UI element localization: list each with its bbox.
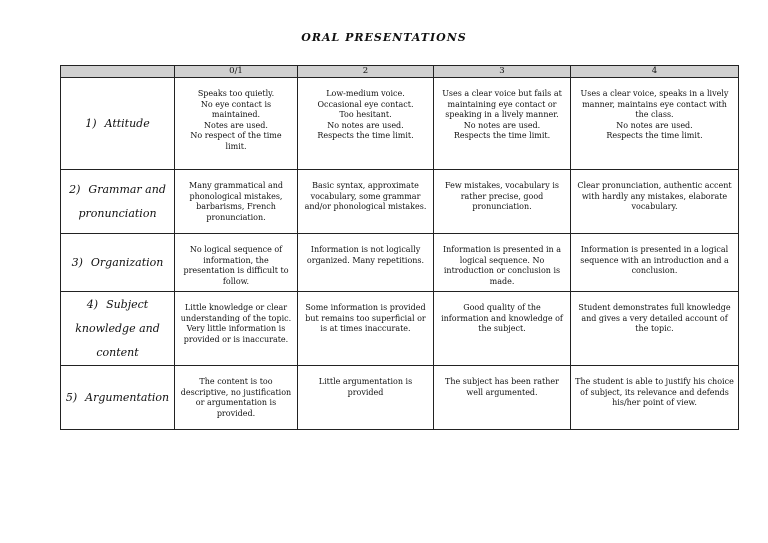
descriptor-text: Information is presented in a — [442, 245, 562, 254]
descriptor-text: maintaining eye contact or — [447, 99, 557, 109]
descriptor-text: The content is too — [199, 377, 273, 386]
criterion-cell — [61, 234, 175, 292]
descriptor-text: presentation is difficult to — [183, 266, 289, 276]
descriptor-text: speaking in a lively manner. — [445, 110, 559, 120]
descriptor-text: logical sequence. No — [459, 255, 545, 265]
descriptor-text: or argumentation is — [195, 398, 277, 408]
descriptor-cell — [175, 234, 298, 292]
descriptor-text: the subject. — [478, 324, 526, 334]
descriptor-cell — [571, 170, 739, 234]
descriptor-text: of subject, its relevance and defends — [580, 387, 729, 397]
criterion-cell — [61, 366, 175, 430]
descriptor-text: descriptive, no justification — [180, 387, 292, 397]
rubric-row-organization — [61, 234, 739, 292]
descriptor-text: The student is able to justify his choice — [575, 377, 734, 386]
rubric-row-grammar-pronunciation — [61, 170, 739, 234]
descriptor-text: Information is not logically — [310, 245, 421, 254]
descriptor-cell — [571, 78, 739, 170]
descriptor-text: phonological mistakes, — [189, 191, 283, 201]
descriptor-text: Good quality of the — [463, 303, 541, 312]
descriptor-cell — [298, 366, 434, 430]
descriptor-text: provided. — [216, 408, 256, 418]
descriptor-text: vocabulary. — [631, 202, 678, 212]
descriptor-text: Student demonstrates full knowledge — [578, 303, 731, 312]
descriptor-cell — [175, 292, 298, 366]
descriptor-text: pronunciation. — [206, 212, 266, 222]
descriptor-text: No respect of the time limit. — [190, 131, 282, 151]
descriptor-text: the topic. — [635, 324, 674, 334]
descriptor-text: Information is presented in a logical — [580, 245, 729, 254]
descriptor-text: Speaks too quietly. — [197, 89, 275, 98]
criterion-number: 2) — [69, 182, 81, 196]
descriptor-text: Very little information is — [186, 324, 286, 334]
descriptor-text: Respects the time limit. — [606, 131, 703, 141]
rubric-row-attitude — [61, 78, 739, 170]
descriptor-cell — [434, 366, 571, 430]
descriptor-text: Respects the time limit. — [317, 131, 414, 141]
descriptor-text: pronunciation. — [472, 202, 532, 212]
descriptor-text: made. — [489, 276, 515, 286]
descriptor-cell — [298, 170, 434, 234]
header-score-4: 4 — [571, 66, 739, 78]
descriptor-text: maintained. — [211, 110, 261, 120]
header-criterion — [61, 66, 175, 78]
descriptor-text: No eye contact is — [200, 99, 272, 109]
criterion-cell — [61, 170, 175, 234]
descriptor-text: provided or is inaccurate. — [183, 334, 289, 344]
header-score-2: 2 — [298, 66, 434, 78]
descriptor-text: No notes are used. — [616, 120, 693, 130]
descriptor-text: barbarisms, French — [196, 202, 276, 212]
descriptor-cell — [298, 234, 434, 292]
descriptor-cell — [298, 292, 434, 366]
criterion-label: Attitude — [104, 116, 150, 130]
descriptor-text: Notes are used. — [204, 120, 268, 130]
descriptor-text: with hardly any mistakes, elaborate — [581, 191, 728, 201]
descriptor-cell — [434, 234, 571, 292]
descriptor-text: Occasional eye contact. — [317, 99, 414, 109]
descriptor-cell — [175, 170, 298, 234]
page-title: ORAL PRESENTATIONS — [301, 31, 467, 44]
descriptor-text: sequence with an introduction and a — [580, 255, 729, 265]
criterion-number: 1) — [85, 116, 97, 130]
rubric-table — [60, 65, 739, 430]
descriptor-text: provided — [347, 387, 384, 397]
header-row — [61, 66, 739, 78]
descriptor-text: No notes are used. — [463, 120, 541, 130]
descriptor-text: and gives a very detailed account of — [581, 313, 728, 323]
descriptor-text: Few mistakes, vocabulary is — [445, 181, 559, 190]
descriptor-cell — [434, 292, 571, 366]
descriptor-text: well argumented. — [466, 387, 538, 397]
criterion-label: Organization — [90, 255, 164, 269]
criterion-number: 3) — [71, 255, 83, 269]
descriptor-cell — [175, 366, 298, 430]
header-score-0-1: 0/1 — [175, 66, 298, 78]
rubric-row-argumentation — [61, 366, 739, 430]
criterion-label: Argumentation — [85, 390, 170, 404]
descriptor-text: Uses a clear voice, speaks in a lively — [580, 89, 729, 98]
header-score-3: 3 — [434, 66, 571, 78]
descriptor-text: information, the — [203, 255, 269, 265]
descriptor-text: Basic syntax, approximate — [312, 181, 419, 190]
descriptor-text: is at times inaccurate. — [320, 324, 411, 334]
descriptor-text: Uses a clear voice but fails at — [442, 89, 562, 98]
descriptor-text: Little argumentation is — [318, 377, 413, 386]
descriptor-text: The subject has been rather — [445, 377, 559, 386]
descriptor-text: Too hesitant. — [339, 110, 392, 120]
descriptor-cell — [571, 234, 739, 292]
descriptor-cell — [434, 78, 571, 170]
descriptor-text: introduction or conclusion is — [443, 266, 561, 276]
descriptor-text: Little knowledge or clear — [184, 303, 288, 312]
descriptor-text: Low-medium voice. — [326, 89, 405, 98]
descriptor-text: No notes are used. — [327, 120, 404, 130]
criterion-number: 4) — [86, 297, 99, 311]
descriptor-cell — [298, 78, 434, 170]
descriptor-text: conclusion. — [631, 266, 678, 276]
descriptor-text: vocabulary, some grammar — [310, 191, 421, 201]
criterion-number: 5) — [65, 390, 78, 404]
descriptor-cell — [571, 366, 739, 430]
criterion-label: Subject knowledge and content — [75, 297, 160, 359]
descriptor-text: his/her point of view. — [612, 398, 697, 408]
descriptor-text: and/or phonological mistakes. — [304, 202, 427, 212]
descriptor-text: Clear pronunciation, authentic accent — [577, 181, 732, 190]
descriptor-text: Some information is provided — [305, 303, 426, 312]
descriptor-text: but remains too superficial or — [305, 313, 426, 323]
criterion-cell — [61, 292, 175, 366]
descriptor-text: follow. — [222, 276, 250, 286]
descriptor-text: No logical sequence of — [189, 245, 283, 254]
descriptor-text: Respects the time limit. — [453, 131, 551, 141]
descriptor-text: understanding of the topic. — [180, 313, 292, 323]
criterion-label: Grammar and pronunciation — [78, 182, 166, 220]
descriptor-text: rather precise, good — [460, 191, 544, 201]
descriptor-cell — [175, 78, 298, 170]
descriptor-cell — [571, 292, 739, 366]
descriptor-text: manner, maintains eye contact with — [582, 99, 727, 109]
descriptor-text: the class. — [635, 110, 674, 120]
rubric-row-subject-knowledge — [61, 292, 739, 366]
descriptor-text: organized. Many repetitions. — [306, 255, 425, 265]
descriptor-cell — [434, 170, 571, 234]
criterion-cell — [61, 78, 175, 170]
descriptor-text: Many grammatical and — [189, 181, 283, 190]
descriptor-text: information and knowledge of — [441, 313, 563, 323]
